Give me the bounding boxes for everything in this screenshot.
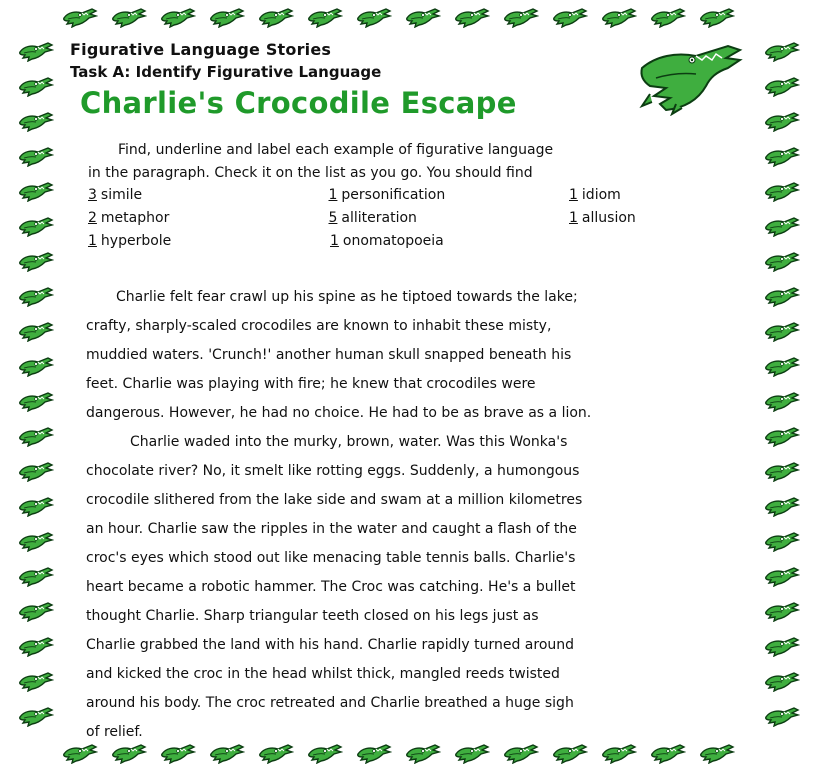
story-line: an hour. Charlie saw the ripples in the water and caught a flash of the	[86, 521, 577, 537]
crocodile-icon	[764, 145, 800, 167]
crocodile-icon	[307, 6, 343, 28]
crocodile-icon	[18, 355, 54, 377]
crocodile-icon	[764, 600, 800, 622]
checklist-item-metaphor	[88, 207, 329, 230]
crocodile-icon	[18, 460, 54, 482]
checklist-item-hyperbole	[88, 230, 330, 253]
instructions-line-1: Find, underline and label each example of figurative language	[118, 142, 554, 158]
story-line: heart became a robotic hammer. The Croc was catching. He's a bullet	[86, 579, 576, 595]
crocodile-icon	[405, 6, 441, 28]
item-count: 1	[328, 187, 338, 203]
story-line: dangerous. However, he had no choice. He had to be as brave as a lion.	[86, 405, 592, 421]
item-count: 3	[88, 187, 97, 203]
crocodile-icon	[18, 635, 54, 657]
crocodile-icon	[764, 705, 800, 727]
item-label: onomatopoeia	[342, 233, 444, 249]
crocodile-icon	[18, 180, 54, 202]
crocodile-icon	[764, 460, 800, 482]
crocodile-icon	[699, 6, 735, 28]
crocodile-icon	[764, 180, 800, 202]
crocodile-icon	[764, 390, 800, 412]
crocodile-icon	[18, 40, 54, 62]
item-count: 1	[569, 187, 578, 203]
crocodile-icon	[764, 320, 800, 342]
item-label: alliteration	[341, 210, 417, 226]
checklist-item-personification	[329, 184, 570, 207]
story-line: Charlie grabbed the land with his hand. Charlie rapidly turned around	[86, 637, 575, 653]
story-line: and kicked the croc in the head whilst thick, mangled reeds twisted	[86, 666, 560, 682]
story-line: muddied waters. 'Crunch!' another human skull snapped beneath his	[86, 347, 572, 363]
item-label: personification	[341, 187, 446, 203]
crocodile-icon	[764, 215, 800, 237]
crocodile-icon	[18, 600, 54, 622]
item-count: 5	[328, 210, 338, 226]
checklist-row	[88, 230, 728, 253]
crocodile-icon	[764, 355, 800, 377]
crocodile-icon	[62, 6, 98, 28]
crocodile-icon	[18, 75, 54, 97]
item-label: allusion	[581, 210, 636, 226]
crocodile-icon	[764, 75, 800, 97]
story-line: around his body. The croc retreated and Charlie breathed a huge sigh	[86, 695, 574, 711]
crocodile-icon	[454, 6, 490, 28]
checklist-item-onomatopoeia	[330, 230, 572, 253]
crocodile-icon	[18, 145, 54, 167]
checklist-item-alliteration	[329, 207, 570, 230]
crocodile-icon	[764, 495, 800, 517]
crocodile-icon	[111, 6, 147, 28]
crocodile-icon	[18, 250, 54, 272]
story-line: of relief.	[86, 724, 143, 740]
crocodile-icon	[764, 110, 800, 132]
crocodile-icon	[18, 390, 54, 412]
crocodile-icon	[764, 565, 800, 587]
crocodile-icon	[503, 6, 539, 28]
crocodile-icon	[18, 285, 54, 307]
checklist-item-simile	[88, 184, 329, 207]
crocodile-icon	[764, 530, 800, 552]
story-paragraph	[86, 283, 754, 747]
crocodile-illustration-icon	[636, 38, 746, 116]
item-count: 1	[330, 233, 339, 249]
crocodile-icon	[18, 530, 54, 552]
story-line: Charlie waded into the murky, brown, water. Was this Wonka's	[130, 434, 568, 450]
crocodile-icon	[601, 6, 637, 28]
story-line: crafty, sharply-scaled crocodiles are known to inhabit these misty,	[86, 318, 552, 334]
crocodile-icon	[18, 215, 54, 237]
checklist-item-idiom	[569, 184, 728, 207]
story-line: Charlie felt fear crawl up his spine as he tiptoed towards the lake;	[116, 289, 578, 305]
crocodile-icon	[160, 6, 196, 28]
crocodile-icon	[18, 320, 54, 342]
item-label: idiom	[581, 187, 621, 203]
crocodile-icon	[552, 6, 588, 28]
crocodile-icon	[18, 425, 54, 447]
story-line: croc's eyes which stood out like menacing table tennis balls. Charlie's	[86, 550, 576, 566]
crocodile-icon	[764, 425, 800, 447]
figurative-language-checklist	[88, 184, 728, 253]
checklist-row	[88, 207, 728, 230]
story-line: thought Charlie. Sharp triangular teeth closed on his legs just as	[86, 608, 539, 624]
story-line: crocodile slithered from the lake side and swam at a million kilometres	[86, 492, 583, 508]
crocodile-icon	[764, 40, 800, 62]
crocodile-icon	[764, 670, 800, 692]
crocodile-icon	[18, 495, 54, 517]
instructions	[88, 139, 728, 185]
page-title: Charlie's Crocodile Escape	[80, 86, 517, 120]
crocodile-icon	[764, 250, 800, 272]
crocodile-icon	[650, 6, 686, 28]
crocodile-icon	[356, 6, 392, 28]
story-line: feet. Charlie was playing with fire; he knew that crocodiles were	[86, 376, 536, 392]
checklist-row	[88, 184, 728, 207]
instructions-line-2: in the paragraph. Check it on the list as you go. You should find	[88, 165, 533, 181]
crocodile-icon	[18, 670, 54, 692]
story-line: chocolate river? No, it smelt like rotting eggs. Suddenly, a humongous	[86, 463, 580, 479]
item-label: hyperbole	[100, 233, 172, 249]
crocodile-icon	[258, 6, 294, 28]
item-count: 1	[88, 233, 97, 249]
crocodile-icon	[209, 6, 245, 28]
series-title: Figurative Language Stories	[70, 40, 332, 59]
task-label: Task A: Identify Figurative Language	[70, 63, 382, 81]
crocodile-icon	[764, 635, 800, 657]
checklist-item-allusion	[569, 207, 728, 230]
crocodile-icon	[18, 110, 54, 132]
item-count: 2	[88, 210, 97, 226]
crocodile-icon	[18, 565, 54, 587]
item-count: 1	[569, 210, 578, 226]
item-label: metaphor	[100, 210, 170, 226]
crocodile-icon	[764, 285, 800, 307]
crocodile-icon	[18, 705, 54, 727]
item-label: simile	[100, 187, 143, 203]
